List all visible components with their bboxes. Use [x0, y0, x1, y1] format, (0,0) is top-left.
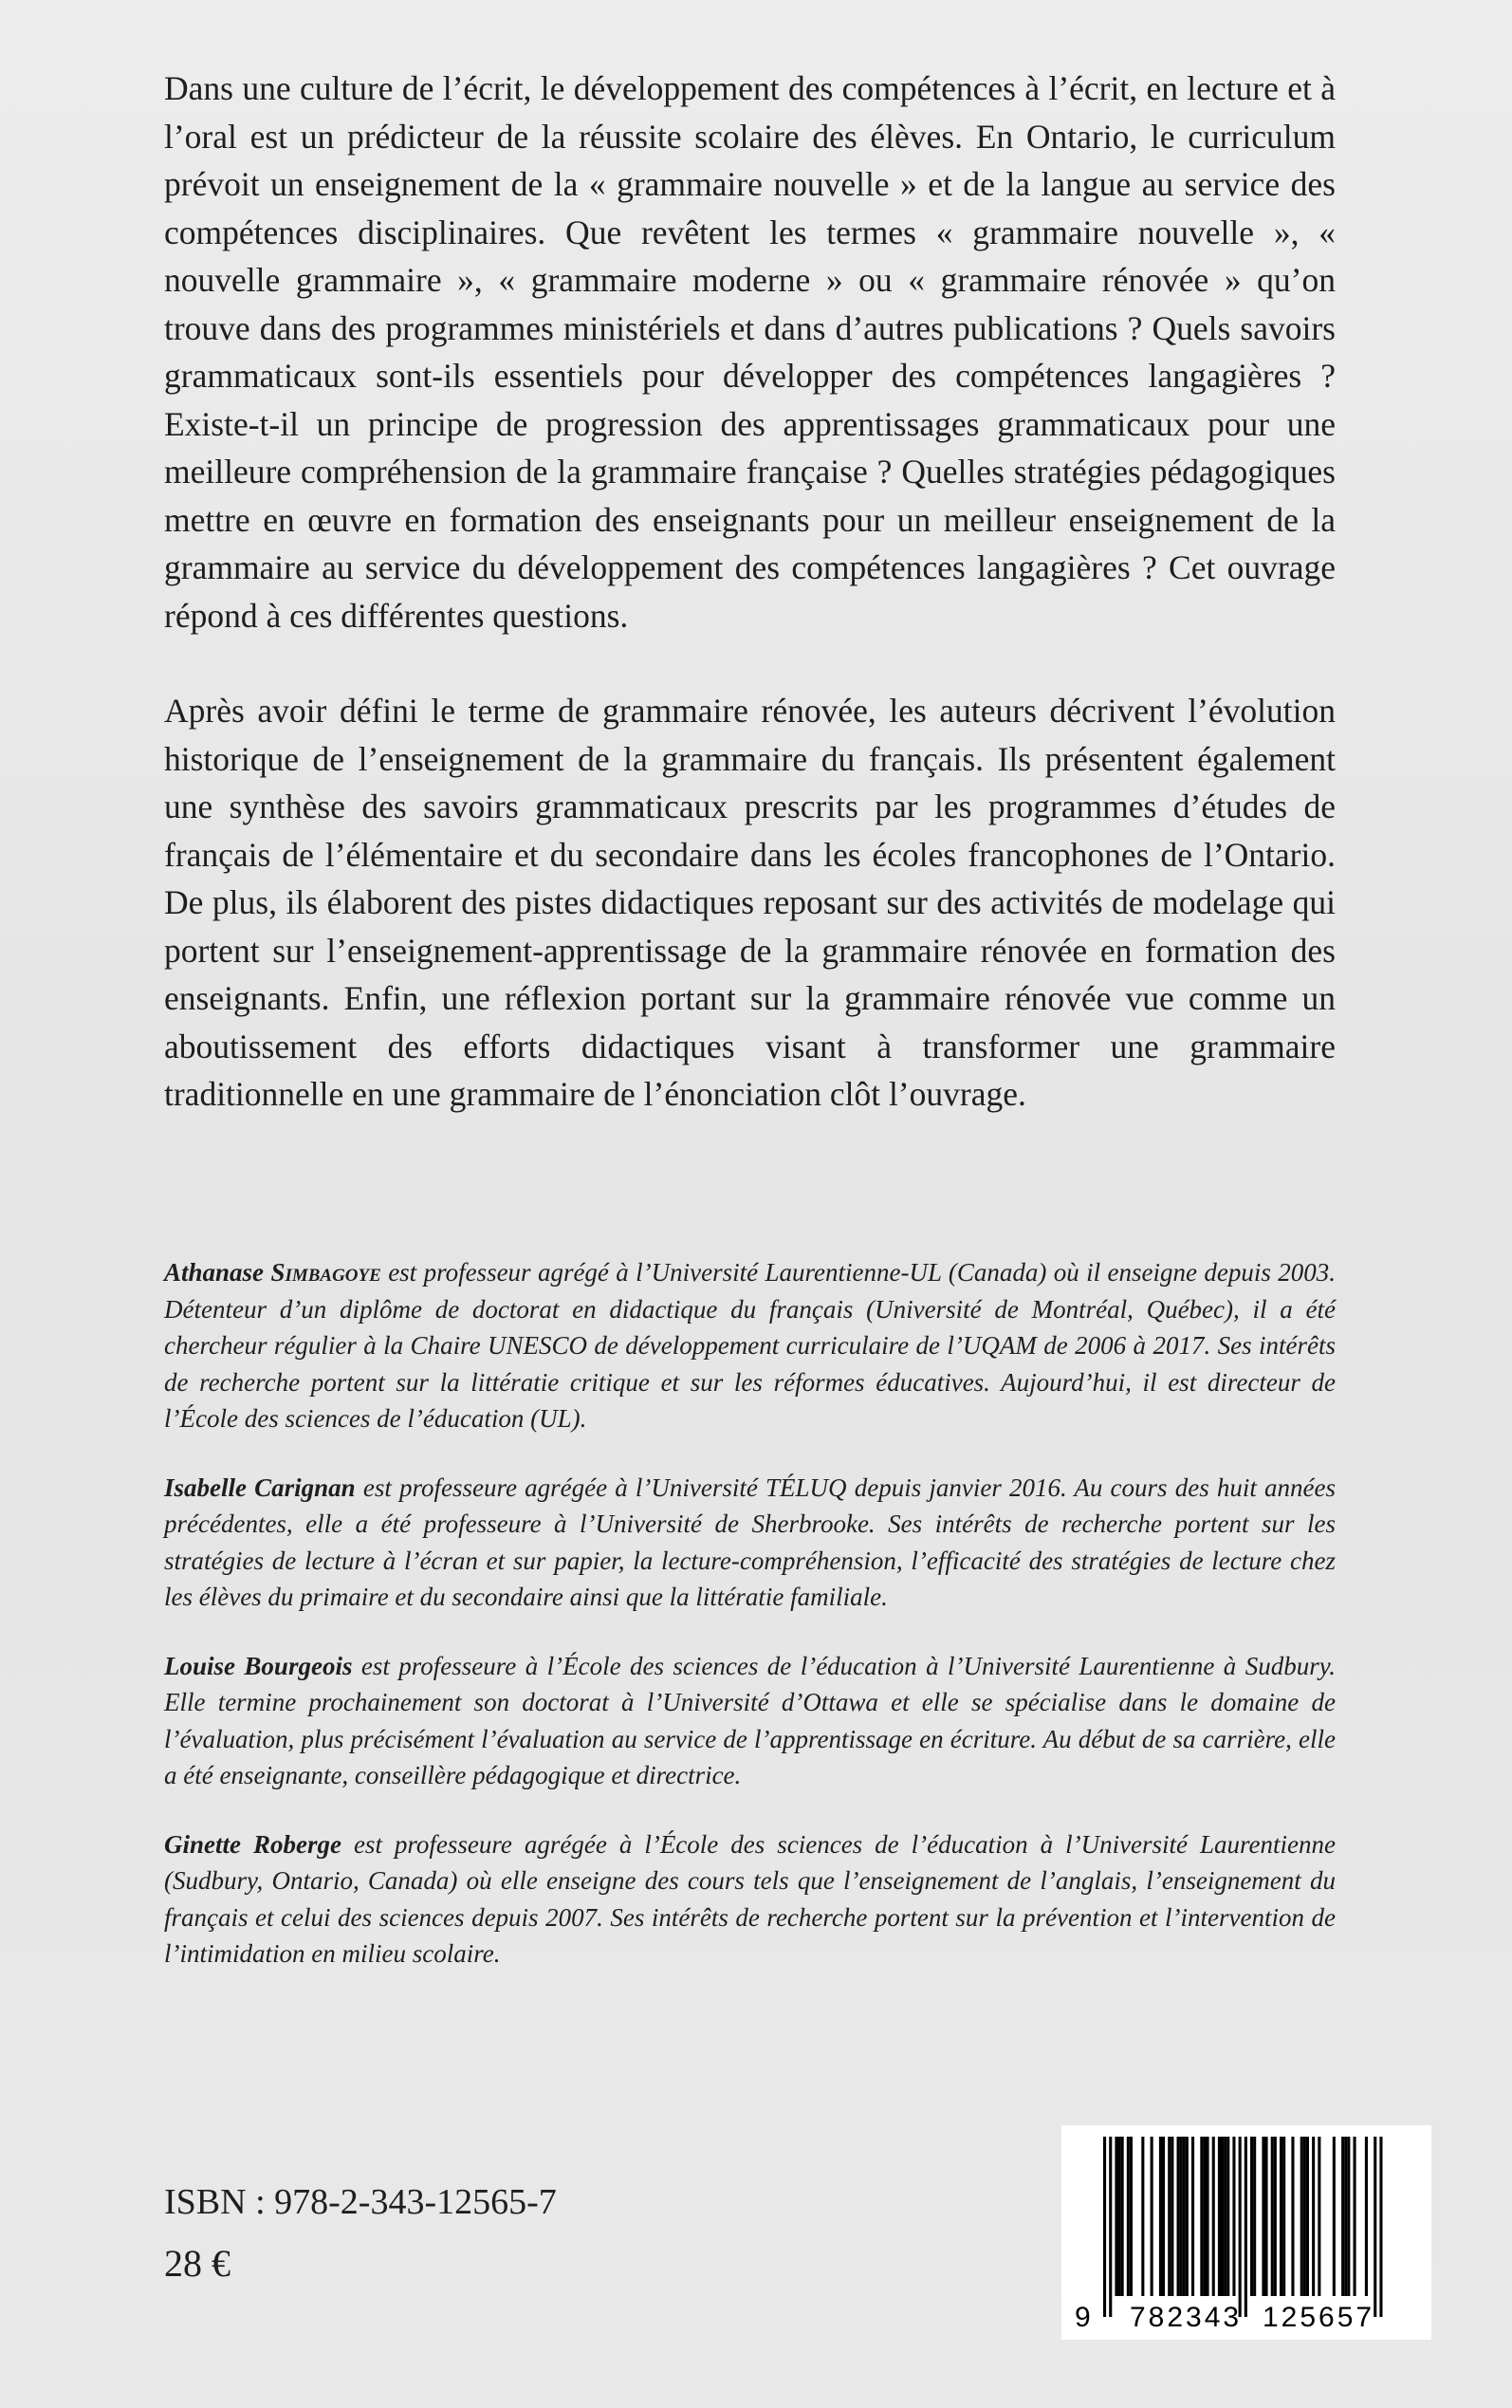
barcode-graphic	[1061, 2125, 1431, 2340]
barcode-bar	[1218, 2137, 1221, 2296]
isbn-label: ISBN : 978-2-343-12565-7	[164, 2182, 557, 2222]
barcode-bar	[1245, 2137, 1247, 2317]
barcode-bar	[1168, 2137, 1171, 2296]
price-label: 28 €	[164, 2242, 230, 2285]
barcode-bar	[1177, 2137, 1180, 2296]
barcode-bar	[1162, 2137, 1165, 2296]
barcode-digits-left: 782343	[1130, 2302, 1243, 2333]
barcode-bar	[1226, 2137, 1229, 2296]
author-name: Isabelle Carignan	[164, 1473, 356, 1502]
author-name: Ginette Roberge	[164, 1829, 341, 1859]
barcode-bar	[1109, 2137, 1112, 2317]
barcode-bar	[1303, 2137, 1306, 2296]
barcode-bar	[1274, 2137, 1277, 2296]
barcode-bar	[1250, 2137, 1253, 2296]
barcode-bar	[1265, 2137, 1268, 2296]
barcode-bar	[1207, 2137, 1209, 2296]
barcode-digit-first: 9	[1075, 2302, 1091, 2333]
barcode-bar	[1232, 2137, 1235, 2296]
barcode-bar	[1280, 2137, 1282, 2296]
barcode-bar	[1282, 2137, 1285, 2296]
description-paragraph: Dans une culture de l’écrit, le développement des compétences à l’écrit, en lecture et à l’oral est un prédicteur de la réussite scolaire des élèves. En Ontario, le curriculum prévoit un enseignement de la « grammaire nouvelle » et de la langue au service des compétences disciplinaires. Que revêtent les termes « grammaire nouvelle », « nouvelle grammaire », « grammaire moderne » ou « grammaire rénovée » qu’on trouve dans des programmes ministériels et dans d’autres publications ? Quels savoirs grammaticaux sont-ils essentiels pour développer des compétences langagières ? Existe-t-il un principe de progression des apprentissages grammaticaux pour une meilleure compréhension de la grammaire française ? Quelles stratégies pédagogiques mettre en œuvre en formation des enseignants pour un meilleur enseignement de la grammaire au service du développement des compétences langagières ? Cet ouvrage répond à ces différentes questions.	[164, 69, 1336, 635]
book-description	[164, 65, 1336, 1119]
barcode-bar	[1239, 2137, 1242, 2317]
barcode-bar	[1127, 2137, 1130, 2296]
barcode-bar	[1253, 2137, 1256, 2296]
barcode-bar	[1333, 2137, 1336, 2296]
barcode-bar	[1171, 2137, 1173, 2296]
barcode-bar	[1191, 2137, 1194, 2296]
barcode-bar	[1318, 2137, 1320, 2296]
author-bio: Louise Bourgeois est professeure à l’École des sciences de l’éducation à l’Université Laurentienne à Sudbury. Elle termine prochainement son doctorat à l’Université d’Ottawa et elle se spécialise dans le domaine de l’évaluation, plus précisément l’évaluation au service de l’apprentissage en écriture. Au début de sa carrière, elle a été enseignante, conseillère pédagogique et directrice.	[164, 1651, 1336, 1789]
barcode-bar	[1115, 2137, 1117, 2296]
barcode-bar	[1118, 2137, 1121, 2296]
barcode-bar	[1306, 2137, 1309, 2296]
barcode-bar	[1354, 2137, 1356, 2296]
barcode-bar	[1347, 2137, 1350, 2296]
barcode-bar	[1341, 2137, 1344, 2296]
barcode-bar	[1365, 2137, 1368, 2296]
barcode-bar	[1262, 2137, 1264, 2296]
barcode-bar	[1103, 2137, 1106, 2317]
barcode-bar	[1180, 2137, 1183, 2296]
barcode-bar	[1344, 2137, 1347, 2296]
barcode-bar	[1186, 2137, 1189, 2296]
barcode-bar	[1312, 2137, 1315, 2296]
barcode-bar	[1291, 2137, 1294, 2296]
barcode-bar	[1379, 2137, 1382, 2317]
author-name: Athanase Simbagoye	[164, 1258, 381, 1287]
barcode-bar	[1203, 2137, 1206, 2296]
barcode-bar	[1200, 2137, 1203, 2296]
barcode-digits-right: 125657	[1263, 2302, 1375, 2333]
barcode-bar	[1159, 2137, 1162, 2296]
barcode-bar	[1221, 2137, 1224, 2296]
author-bio: Ginette Roberge est professeure agrégée à l’École des sciences de l’éducation à l’Université Laurentienne (Sudbury, Ontario, Canada) où elle enseigne des cours tels que l’enseignement de l’anglais, l’enseignement du français et celui des sciences depuis 2007. Ses intérêts de recherche portent sur la prévention et l’intervention de l’intimidation en milieu scolaire.	[164, 1829, 1336, 1968]
barcode-bar	[1141, 2137, 1144, 2296]
barcode-bar	[1121, 2137, 1124, 2296]
barcode-bar	[1183, 2137, 1186, 2296]
barcode-bar	[1374, 2137, 1376, 2317]
barcode-bar	[1271, 2137, 1274, 2296]
barcode-bar	[1300, 2137, 1303, 2296]
author-name: Louise Bourgeois	[164, 1651, 353, 1680]
barcode-bar	[1212, 2137, 1215, 2296]
barcode-bar	[1130, 2137, 1133, 2296]
author-bios	[164, 1254, 1336, 2005]
author-bio: Athanase Simbagoye est professeur agrégé à l’Université Laurentienne-UL (Canada) où il enseigne depuis 2003. Détenteur d’un diplôme de doctorat en didactique du français (Université de Montréal, Québec), il a été chercheur régulier à la Chaire UNESCO de développement curriculaire de l’UQAM de 2006 à 2017. Ses intérêts de recherche portent sur la littératie critique et sur les réformes éducatives. Aujourd’hui, il est directeur de l’École des sciences de l’éducation (UL).	[164, 1258, 1337, 1433]
description-paragraph: Après avoir défini le terme de grammaire rénovée, les auteurs décrivent l’évolution historique de l’enseignement de la grammaire du français. Ils présentent également une synthèse des savoirs grammaticaux prescrits par les programmes d’études de français de l’élémentaire et du secondaire dans les écoles francophones de l’Ontario. De plus, ils élaborent des pistes didactiques reposant sur des activités de modelage qui portent sur l’enseignement-apprentissage de la grammaire rénovée en formation des enseignants. Enfin, une réflexion portant sur la grammaire rénovée vue comme un aboutissement des efforts didactiques visant à transformer une grammaire traditionnelle en une grammaire de l’énonciation clôt l’ouvrage.	[164, 692, 1336, 1113]
barcode	[1061, 2125, 1431, 2340]
author-bio: Isabelle Carignan est professeure agrégée à l’Université TÉLUQ depuis janvier 2016. Au cours des huit années précédentes, elle a été professeure à l’Université de Sherbrooke. Ses intérêts de recherche portent sur les stratégies de lecture à l’écran et sur papier, la lecture-compréhension, l’efficacité des stratégies de lecture chez les élèves du primaire et du secondaire ainsi que la littératie familiale.	[164, 1473, 1336, 1611]
barcode-bar	[1224, 2137, 1226, 2296]
barcode-bar	[1151, 2137, 1153, 2296]
